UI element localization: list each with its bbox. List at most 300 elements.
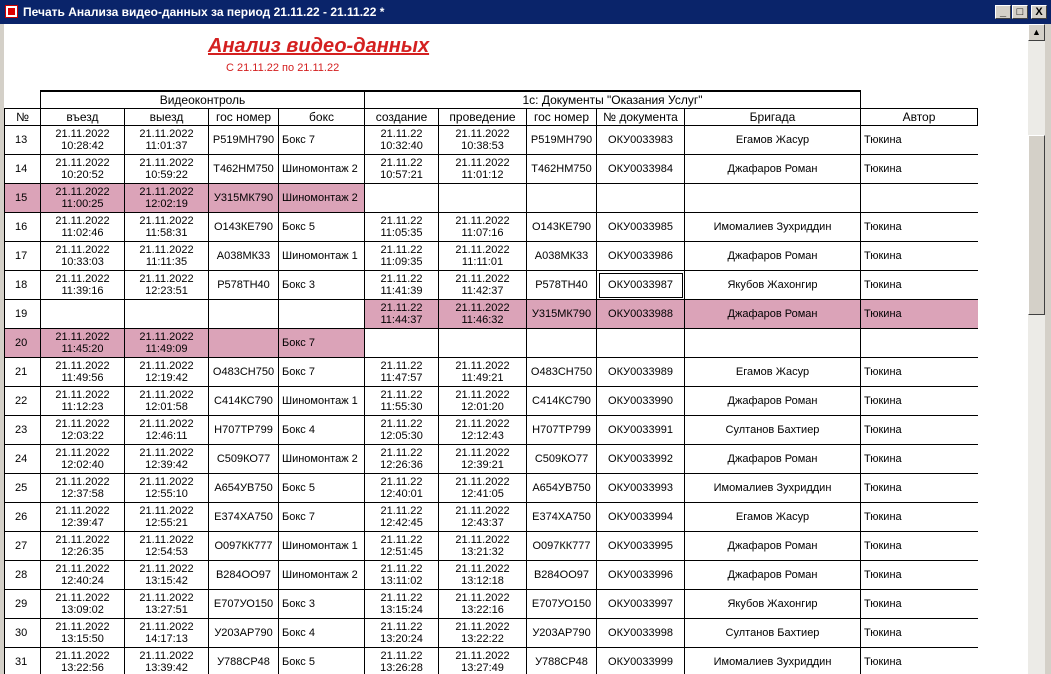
posted-cell [439, 358, 527, 387]
doc-number-cell: ОКУ0033994 [597, 503, 685, 532]
table-row[interactable] [5, 619, 978, 648]
posted-cell [439, 184, 527, 213]
box-cell: Шиномонтаж 2 [279, 184, 365, 213]
table-row[interactable] [5, 474, 978, 503]
date-line: 21.11.2022 [139, 157, 194, 169]
date-line: 21.11.2022 [55, 273, 110, 285]
author-cell: Тюкина [861, 503, 978, 532]
author-cell: Тюкина [861, 358, 978, 387]
entry-time-cell [41, 213, 125, 242]
doc-number-cell: ОКУ0033993 [597, 474, 685, 503]
title-bar [0, 0, 1051, 24]
time-line: 12:39:21 [461, 459, 504, 471]
date-line: 21.11.2022 [55, 476, 110, 488]
exit-time-cell [125, 358, 209, 387]
author-cell: Тюкина [861, 532, 978, 561]
posted-cell [439, 329, 527, 358]
date-line: 21.11.2022 [455, 389, 510, 401]
time-line: 12:26:36 [380, 459, 423, 471]
doc-number-cell [597, 184, 685, 213]
col-header-entry: въезд [41, 109, 125, 126]
time-line: 12:55:10 [145, 488, 188, 500]
doc-plate-cell: В284ОО97 [527, 561, 597, 590]
time-line: 10:28:42 [61, 140, 104, 152]
vertical-scrollbar[interactable] [1028, 24, 1045, 674]
time-line: 12:43:37 [461, 517, 504, 529]
time-line: 12:37:58 [61, 488, 104, 500]
created-cell [365, 242, 439, 271]
box-cell: Шиномонтаж 1 [279, 532, 365, 561]
doc-plate-cell: Н707ТР799 [527, 416, 597, 445]
table-row[interactable] [5, 184, 978, 213]
date-line: 21.11.2022 [455, 273, 510, 285]
row-number-cell: 29 [5, 590, 41, 619]
col-header-brigade: Бригада [685, 109, 861, 126]
doc-number-cell: ОКУ0033990 [597, 387, 685, 416]
date-line: 21.11.2022 [455, 360, 510, 372]
plate-cell: В284ОО97 [209, 561, 279, 590]
exit-time-cell [125, 387, 209, 416]
exit-time-cell [125, 561, 209, 590]
doc-number-cell: ОКУ0033984 [597, 155, 685, 184]
date-line: 21.11.2022 [55, 447, 110, 459]
row-number-cell: 27 [5, 532, 41, 561]
row-number-cell: 17 [5, 242, 41, 271]
col-header-doc-plate: гос номер [527, 109, 597, 126]
doc-plate-cell: У203АР790 [527, 619, 597, 648]
time-line: 13:09:02 [61, 604, 104, 616]
created-cell [365, 416, 439, 445]
time-line: 12:46:11 [145, 430, 188, 442]
time-line: 11:46:32 [461, 314, 504, 326]
date-line: 21.11.2022 [55, 186, 110, 198]
doc-plate-cell: У315МК790 [527, 300, 597, 329]
brigade-cell: Имомалиев Зухриддин [685, 213, 861, 242]
date-line: 21.11.22 [380, 389, 423, 401]
maximize-button[interactable]: □ [1012, 5, 1028, 19]
posted-cell [439, 155, 527, 184]
created-cell [365, 184, 439, 213]
time-line: 11:45:20 [61, 343, 104, 355]
doc-plate-cell: У788СР48 [527, 648, 597, 674]
doc-number-cell: ОКУ0033996 [597, 561, 685, 590]
time-line: 12:40:24 [61, 575, 104, 587]
col-header-author: Автор [861, 109, 978, 126]
row-number-cell: 23 [5, 416, 41, 445]
table-row[interactable] [5, 561, 978, 590]
time-line: 12:03:22 [61, 430, 104, 442]
time-line: 10:32:40 [380, 140, 423, 152]
created-cell [365, 590, 439, 619]
box-cell: Бокс 3 [279, 590, 365, 619]
time-line: 12:39:42 [145, 459, 188, 471]
author-cell: Тюкина [861, 619, 978, 648]
doc-number-cell: ОКУ0033986 [597, 242, 685, 271]
date-line: 21.11.2022 [55, 389, 110, 401]
row-number-cell: 30 [5, 619, 41, 648]
table-row[interactable] [5, 242, 978, 271]
time-line: 11:58:31 [145, 227, 188, 239]
brigade-cell: Якубов Жахонгир [685, 590, 861, 619]
plate-cell [209, 329, 279, 358]
date-line: 21.11.2022 [139, 476, 194, 488]
table-row[interactable] [5, 387, 978, 416]
date-line: 21.11.2022 [455, 476, 510, 488]
window-title: Печать Анализа видео-данных за период 21.11.22 - 21.11.22 * [23, 5, 385, 19]
table-row[interactable] [5, 300, 978, 329]
doc-plate-cell: А654УВ750 [527, 474, 597, 503]
date-line: 21.11.22 [380, 273, 423, 285]
author-cell: Тюкина [861, 561, 978, 590]
box-cell: Бокс 4 [279, 416, 365, 445]
time-line: 11:11:35 [145, 256, 188, 268]
doc-plate-cell: Т462НМ750 [527, 155, 597, 184]
author-cell: Тюкина [861, 300, 978, 329]
date-line: 21.11.2022 [139, 360, 194, 372]
plate-cell: Е374ХА750 [209, 503, 279, 532]
minimize-button[interactable]: _ [995, 5, 1011, 19]
group-header-blank [5, 91, 41, 109]
doc-plate-cell: Р578ТН40 [527, 271, 597, 300]
time-line: 12:40:01 [380, 488, 423, 500]
time-line: 11:39:16 [61, 285, 104, 297]
plate-cell: О143КЕ790 [209, 213, 279, 242]
posted-cell [439, 126, 527, 155]
brigade-cell [685, 184, 861, 213]
table-row[interactable] [5, 590, 978, 619]
group-header-row [5, 91, 978, 109]
posted-cell [439, 271, 527, 300]
time-line: 12:23:51 [145, 285, 188, 297]
created-cell [365, 126, 439, 155]
brigade-cell: Джафаров Роман [685, 242, 861, 271]
plate-cell: Т462НМ750 [209, 155, 279, 184]
box-cell: Шиномонтаж 2 [279, 445, 365, 474]
time-line: 11:01:12 [461, 169, 504, 181]
posted-cell [439, 590, 527, 619]
box-cell: Шиномонтаж 2 [279, 561, 365, 590]
posted-cell [439, 503, 527, 532]
table-row[interactable] [5, 213, 978, 242]
exit-time-cell [125, 184, 209, 213]
entry-time-cell [41, 619, 125, 648]
table-row[interactable] [5, 271, 978, 300]
author-cell: Тюкина [861, 126, 978, 155]
created-cell [365, 213, 439, 242]
author-cell: Тюкина [861, 648, 978, 674]
author-cell: Тюкина [861, 155, 978, 184]
created-cell [365, 503, 439, 532]
created-cell [365, 474, 439, 503]
time-line: 12:12:43 [461, 430, 504, 442]
created-cell [365, 358, 439, 387]
date-line: 21.11.22 [380, 476, 423, 488]
time-line: 12:26:35 [61, 546, 104, 558]
table-row[interactable] [5, 503, 978, 532]
exit-time-cell [125, 532, 209, 561]
date-line: 21.11.2022 [139, 447, 194, 459]
author-cell [861, 329, 978, 358]
col-header-posted: проведение [439, 109, 527, 126]
doc-plate-cell [527, 329, 597, 358]
time-line: 11:05:35 [380, 227, 423, 239]
plate-cell: О097КК777 [209, 532, 279, 561]
time-line: 12:41:05 [461, 488, 504, 500]
time-line: 10:38:53 [461, 140, 504, 152]
table-row[interactable] [5, 358, 978, 387]
date-line: 21.11.2022 [55, 244, 110, 256]
date-line: 21.11.2022 [139, 331, 194, 343]
posted-cell [439, 474, 527, 503]
entry-time-cell [41, 271, 125, 300]
entry-time-cell [41, 242, 125, 271]
created-cell [365, 271, 439, 300]
entry-time-cell [41, 590, 125, 619]
date-line: 21.11.2022 [455, 157, 510, 169]
time-line: 11:11:01 [461, 256, 504, 268]
date-line: 21.11.22 [380, 621, 423, 633]
box-cell: Бокс 7 [279, 358, 365, 387]
time-line: 13:22:56 [61, 662, 104, 674]
time-line: 11:49:21 [461, 372, 504, 384]
box-cell: Шиномонтаж 1 [279, 387, 365, 416]
entry-time-cell [41, 387, 125, 416]
brigade-cell: Джафаров Роман [685, 445, 861, 474]
brigade-cell: Егамов Жасур [685, 358, 861, 387]
date-line: 21.11.2022 [455, 592, 510, 604]
posted-cell [439, 532, 527, 561]
time-line: 11:00:25 [61, 198, 104, 210]
box-cell: Шиномонтаж 1 [279, 242, 365, 271]
date-line: 21.11.2022 [139, 244, 194, 256]
date-line: 21.11.2022 [139, 389, 194, 401]
created-cell [365, 648, 439, 674]
entry-time-cell [41, 300, 125, 329]
date-line: 21.11.2022 [55, 505, 110, 517]
time-line: 13:27:49 [461, 662, 504, 674]
doc-plate-cell: С414КС790 [527, 387, 597, 416]
box-cell [279, 300, 365, 329]
box-cell: Бокс 5 [279, 648, 365, 674]
author-cell: Тюкина [861, 474, 978, 503]
author-cell [861, 184, 978, 213]
doc-number-cell: ОКУ0033998 [597, 619, 685, 648]
entry-time-cell [41, 329, 125, 358]
row-number-cell: 25 [5, 474, 41, 503]
date-line: 21.11.2022 [455, 447, 510, 459]
date-line: 21.11.2022 [55, 157, 110, 169]
date-line: 21.11.2022 [139, 186, 194, 198]
doc-number-cell: ОКУ0033997 [597, 590, 685, 619]
date-line: 21.11.2022 [139, 505, 194, 517]
brigade-cell: Джафаров Роман [685, 300, 861, 329]
row-number-cell: 19 [5, 300, 41, 329]
date-line: 21.11.2022 [455, 215, 510, 227]
time-line: 11:09:35 [380, 256, 423, 268]
time-line: 10:33:03 [61, 256, 104, 268]
time-line: 13:21:32 [461, 546, 504, 558]
time-line: 13:26:28 [380, 662, 423, 674]
date-line: 21.11.2022 [455, 563, 510, 575]
time-line: 11:49:56 [61, 372, 104, 384]
date-line: 21.11.2022 [55, 650, 110, 662]
date-line: 21.11.2022 [55, 534, 110, 546]
doc-plate-cell: О097КК777 [527, 532, 597, 561]
time-line: 11:44:37 [380, 314, 423, 326]
author-cell: Тюкина [861, 387, 978, 416]
exit-time-cell [125, 329, 209, 358]
author-cell: Тюкина [861, 271, 978, 300]
plate-cell: У788СР48 [209, 648, 279, 674]
entry-time-cell [41, 648, 125, 674]
plate-cell [209, 300, 279, 329]
time-line: 13:15:50 [61, 633, 104, 645]
time-line: 10:57:21 [380, 169, 423, 181]
exit-time-cell [125, 503, 209, 532]
time-line: 10:59:22 [145, 169, 188, 181]
date-line: 21.11.2022 [139, 592, 194, 604]
created-cell [365, 561, 439, 590]
group-header-blank [861, 91, 978, 109]
time-line: 12:42:45 [380, 517, 423, 529]
date-line: 21.11.22 [380, 650, 423, 662]
entry-time-cell [41, 532, 125, 561]
time-line: 11:12:23 [61, 401, 104, 413]
window-frame [1045, 24, 1051, 674]
table-row[interactable] [5, 126, 978, 155]
created-cell [365, 300, 439, 329]
posted-cell [439, 387, 527, 416]
posted-cell [439, 242, 527, 271]
posted-cell [439, 445, 527, 474]
doc-plate-cell [527, 184, 597, 213]
brigade-cell: Султанов Бахтиер [685, 416, 861, 445]
time-line: 11:07:16 [461, 227, 504, 239]
doc-number-cell: ОКУ0033988 [597, 300, 685, 329]
scroll-up-arrow-icon[interactable]: ▲ [1028, 24, 1045, 41]
date-line: 21.11.2022 [139, 128, 194, 140]
plate-cell: Н707ТР799 [209, 416, 279, 445]
time-line: 12:02:19 [145, 198, 188, 210]
date-line: 21.11.2022 [139, 621, 194, 633]
time-line: 12:54:53 [145, 546, 188, 558]
brigade-cell [685, 329, 861, 358]
plate-cell: У315МК790 [209, 184, 279, 213]
date-line: 21.11.2022 [55, 621, 110, 633]
date-line: 21.11.22 [380, 563, 423, 575]
entry-time-cell [41, 184, 125, 213]
time-line: 12:39:47 [61, 517, 104, 529]
date-line: 21.11.22 [380, 215, 423, 227]
box-cell: Бокс 7 [279, 329, 365, 358]
created-cell [365, 532, 439, 561]
date-line: 21.11.22 [380, 447, 423, 459]
doc-number-cell: ОКУ0033983 [597, 126, 685, 155]
date-line: 21.11.22 [380, 592, 423, 604]
time-line: 12:05:30 [380, 430, 423, 442]
posted-cell [439, 561, 527, 590]
brigade-cell: Джафаров Роман [685, 387, 861, 416]
entry-time-cell [41, 474, 125, 503]
table-row[interactable] [5, 648, 978, 674]
date-line: 21.11.2022 [455, 128, 510, 140]
date-line: 21.11.2022 [455, 621, 510, 633]
time-line: 13:22:22 [461, 633, 504, 645]
brigade-cell: Джафаров Роман [685, 532, 861, 561]
plate-cell: О483СН750 [209, 358, 279, 387]
box-cell: Шиномонтаж 2 [279, 155, 365, 184]
table-row[interactable] [5, 329, 978, 358]
plate-cell: А038МК33 [209, 242, 279, 271]
table-row[interactable] [5, 416, 978, 445]
row-number-cell: 13 [5, 126, 41, 155]
doc-number-cell [597, 329, 685, 358]
plate-cell: Р519МН790 [209, 126, 279, 155]
time-line: 13:15:42 [145, 575, 188, 587]
group-header-docs: 1с: Документы "Оказания Услуг" [365, 91, 861, 109]
date-line: 21.11.22 [380, 302, 423, 314]
doc-number-cell: ОКУ0033999 [597, 648, 685, 674]
author-cell: Тюкина [861, 416, 978, 445]
row-number-cell: 24 [5, 445, 41, 474]
author-cell: Тюкина [861, 213, 978, 242]
time-line: 13:27:51 [145, 604, 188, 616]
entry-time-cell [41, 126, 125, 155]
col-header-exit: выезд [125, 109, 209, 126]
table-row[interactable] [5, 155, 978, 184]
doc-number-cell: ОКУ0033992 [597, 445, 685, 474]
col-header-plate: гос номер [209, 109, 279, 126]
report-title: Анализ видео-данных [208, 35, 430, 57]
brigade-cell: Егамов Жасур [685, 126, 861, 155]
table-row[interactable] [5, 532, 978, 561]
time-line: 13:22:16 [461, 604, 504, 616]
author-cell: Тюкина [861, 590, 978, 619]
time-line: 12:19:42 [145, 372, 188, 384]
date-line: 21.11.2022 [55, 592, 110, 604]
row-number-cell: 22 [5, 387, 41, 416]
brigade-cell: Егамов Жасур [685, 503, 861, 532]
col-header-number: № [5, 109, 41, 126]
table-row[interactable] [5, 445, 978, 474]
date-line: 21.11.2022 [55, 215, 110, 227]
scroll-thumb[interactable] [1028, 135, 1045, 315]
doc-plate-cell: О483СН750 [527, 358, 597, 387]
exit-time-cell [125, 590, 209, 619]
created-cell [365, 387, 439, 416]
created-cell [365, 445, 439, 474]
plate-cell: С509КО77 [209, 445, 279, 474]
exit-time-cell [125, 213, 209, 242]
brigade-cell: Якубов Жахонгир [685, 271, 861, 300]
date-line: 21.11.2022 [139, 418, 194, 430]
row-number-cell: 31 [5, 648, 41, 674]
close-button[interactable]: X [1031, 5, 1047, 19]
posted-cell [439, 648, 527, 674]
col-header-created: создание [365, 109, 439, 126]
plate-cell: С414КС790 [209, 387, 279, 416]
time-line: 11:41:39 [380, 285, 423, 297]
row-number-cell: 16 [5, 213, 41, 242]
date-line: 21.11.2022 [55, 563, 110, 575]
time-line: 11:47:57 [380, 372, 423, 384]
exit-time-cell [125, 300, 209, 329]
doc-number-cell: ОКУ0033987 [597, 271, 685, 300]
row-number-cell: 18 [5, 271, 41, 300]
exit-time-cell [125, 648, 209, 674]
date-line: 21.11.2022 [139, 534, 194, 546]
doc-plate-cell: Р519МН790 [527, 126, 597, 155]
